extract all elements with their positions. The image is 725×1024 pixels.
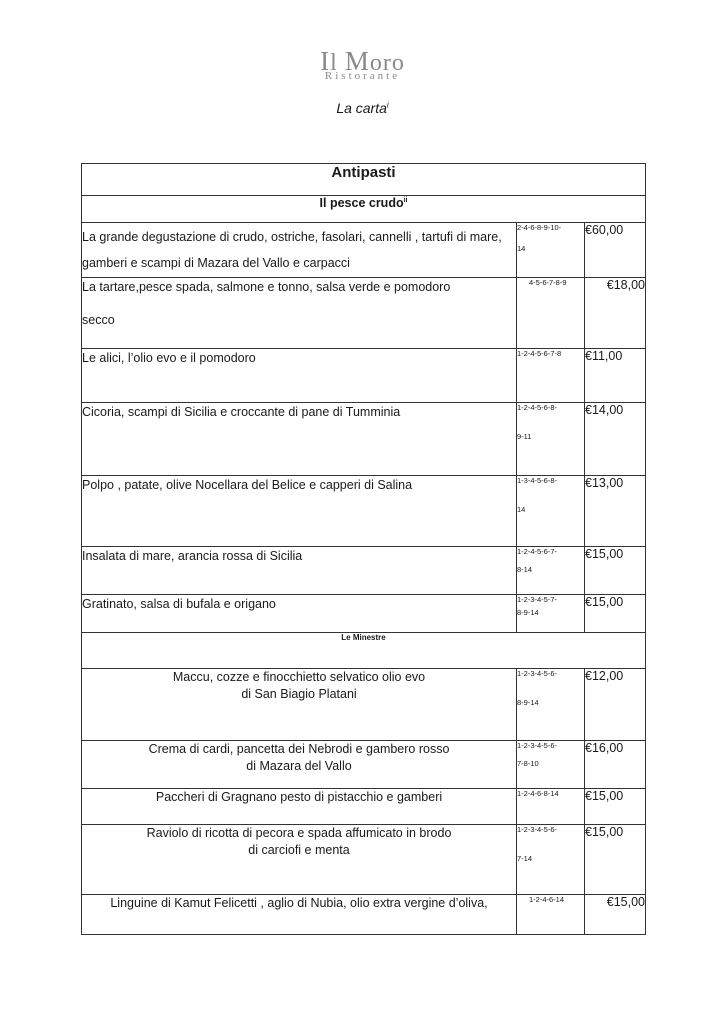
allergen-line: 1-2-3-4-5-6-	[517, 825, 558, 834]
allergen-codes	[517, 349, 585, 403]
allergen-line: 1-2-3-4-5-6-	[517, 669, 558, 678]
menu-table	[81, 163, 646, 935]
allergen-line: 1-2-4-6-14	[529, 895, 565, 904]
allergen-line: 1-2-4-5-6-7-	[517, 547, 558, 556]
logo-subtitle: Ristorante	[324, 70, 401, 82]
allergen-line: 8-9-14	[517, 608, 539, 618]
dish-description	[82, 789, 517, 825]
subsection-header-row	[82, 196, 646, 223]
table-row	[82, 895, 646, 935]
dish-price: €15,00	[585, 895, 646, 935]
dish-price: €15,00	[585, 547, 646, 595]
table-row	[82, 825, 646, 895]
dish-price: €12,00	[585, 669, 646, 741]
allergen-codes	[517, 595, 585, 633]
menu-title	[0, 100, 725, 116]
table-row	[82, 741, 646, 789]
table-row	[82, 223, 646, 278]
allergen-line: 9-11	[517, 432, 532, 442]
allergen-line: 14	[517, 244, 526, 254]
allergen-codes	[517, 403, 585, 476]
dish-description	[82, 741, 517, 789]
dish-description-line: di Mazara del Vallo	[246, 758, 352, 773]
table-row	[82, 669, 646, 741]
allergen-line: 8-14	[517, 565, 533, 575]
table-row	[82, 789, 646, 825]
allergen-codes	[517, 825, 585, 895]
dish-description-line: La tartare,pesce spada, salmone e tonno, salsa verde e pomodoro	[82, 280, 451, 294]
dish-description-line: Crema di cardi, pancetta dei Nebrodi e gambero rosso	[148, 742, 450, 756]
allergen-line: 2-4-6-8-9-10-	[517, 223, 562, 232]
allergen-codes	[517, 741, 585, 789]
dish-description: Gratinato, salsa di bufala e origano	[82, 595, 517, 633]
dish-description-line: Raviolo di ricotta di pecora e spada affumicato in brodo	[146, 826, 452, 840]
dish-description-line: Paccheri di Gragnano pesto di pistacchio e gamberi	[155, 790, 443, 804]
subsection-header-row	[82, 633, 646, 669]
allergen-codes	[517, 547, 585, 595]
allergen-codes	[517, 223, 585, 278]
dish-description	[82, 825, 517, 895]
dish-description-line: Maccu, cozze e finocchietto selvatico olio evo	[172, 670, 426, 684]
subsection-title	[82, 196, 646, 223]
dish-price: €13,00	[585, 476, 646, 547]
dish-description	[82, 895, 517, 935]
dish-price: €15,00	[585, 825, 646, 895]
allergen-codes	[517, 476, 585, 547]
footnote-mark: i	[386, 100, 389, 110]
allergen-line: 4-5-6-7-8-9	[529, 278, 567, 287]
section-title: Antipasti	[82, 164, 646, 196]
allergen-line: 7-14	[517, 854, 533, 864]
allergen-codes	[517, 669, 585, 741]
allergen-line: 7-8-10	[517, 759, 539, 769]
dish-price: €18,00	[585, 278, 646, 349]
dish-price: €11,00	[585, 349, 646, 403]
dish-description-line: Linguine di Kamut Felicetti , aglio di Nubia, olio extra vergine d’oliva,	[110, 896, 488, 910]
dish-price: €15,00	[585, 595, 646, 633]
table-row	[82, 476, 646, 547]
minestre-title: Le Minestre	[82, 633, 646, 669]
table-row	[82, 278, 646, 349]
allergen-line: 1-2-4-6-8-14	[517, 789, 559, 798]
dish-description-line: di carciofi e menta	[248, 842, 350, 857]
allergen-line: 14	[517, 505, 526, 515]
dish-description: Insalata di mare, arancia rossa di Sicilia	[82, 547, 517, 595]
dish-description: Le alici, l’olio evo e il pomodoro	[82, 349, 517, 403]
dish-description-line: di San Biagio Platani	[241, 686, 357, 701]
allergen-line: 8-9-14	[517, 698, 539, 708]
menu-title-text: La carta	[336, 100, 387, 116]
section-header-row	[82, 164, 646, 196]
dish-description	[82, 278, 517, 349]
table-row	[82, 547, 646, 595]
dish-description-line: secco	[82, 313, 115, 328]
allergen-line: 1-2-4-5-6-7-8	[517, 349, 562, 358]
dish-price: €16,00	[585, 741, 646, 789]
dish-price: €14,00	[585, 403, 646, 476]
footnote-mark: ii	[403, 196, 408, 204]
allergen-codes	[517, 895, 585, 935]
allergen-line: 1-2-4-5-6-8-	[517, 403, 558, 412]
dish-price: €15,00	[585, 789, 646, 825]
allergen-line: 1-2-3-4-5-6-	[517, 741, 558, 750]
table-row	[82, 595, 646, 633]
subsection-title-text: Il pesce crudo	[319, 196, 404, 210]
allergen-line: 1-3-4-5-6-8-	[517, 476, 558, 485]
logo-text-1: l	[330, 50, 345, 76]
allergen-codes	[517, 278, 585, 349]
logo-text-2: oro	[369, 50, 405, 76]
logo-letter-m: M	[344, 46, 370, 76]
dish-description	[82, 669, 517, 741]
allergen-line: 1-2-3-4-5-7-	[517, 595, 558, 604]
table-row	[82, 403, 646, 476]
dish-description: Cicoria, scampi di Sicilia e croccante di pane di Tumminia	[82, 403, 517, 476]
dish-description: La grande degustazione di crudo, ostriche, fasolari, cannelli , tartufi di mare, gamberi e scampi di Mazara del Vallo e carpacci	[82, 223, 517, 278]
dish-description: Polpo , patate, olive Nocellara del Belice e capperi di Salina	[82, 476, 517, 547]
allergen-codes	[517, 789, 585, 825]
logo-letter-i: I	[320, 46, 331, 76]
table-row	[82, 349, 646, 403]
dish-price: €60,00	[585, 223, 646, 278]
